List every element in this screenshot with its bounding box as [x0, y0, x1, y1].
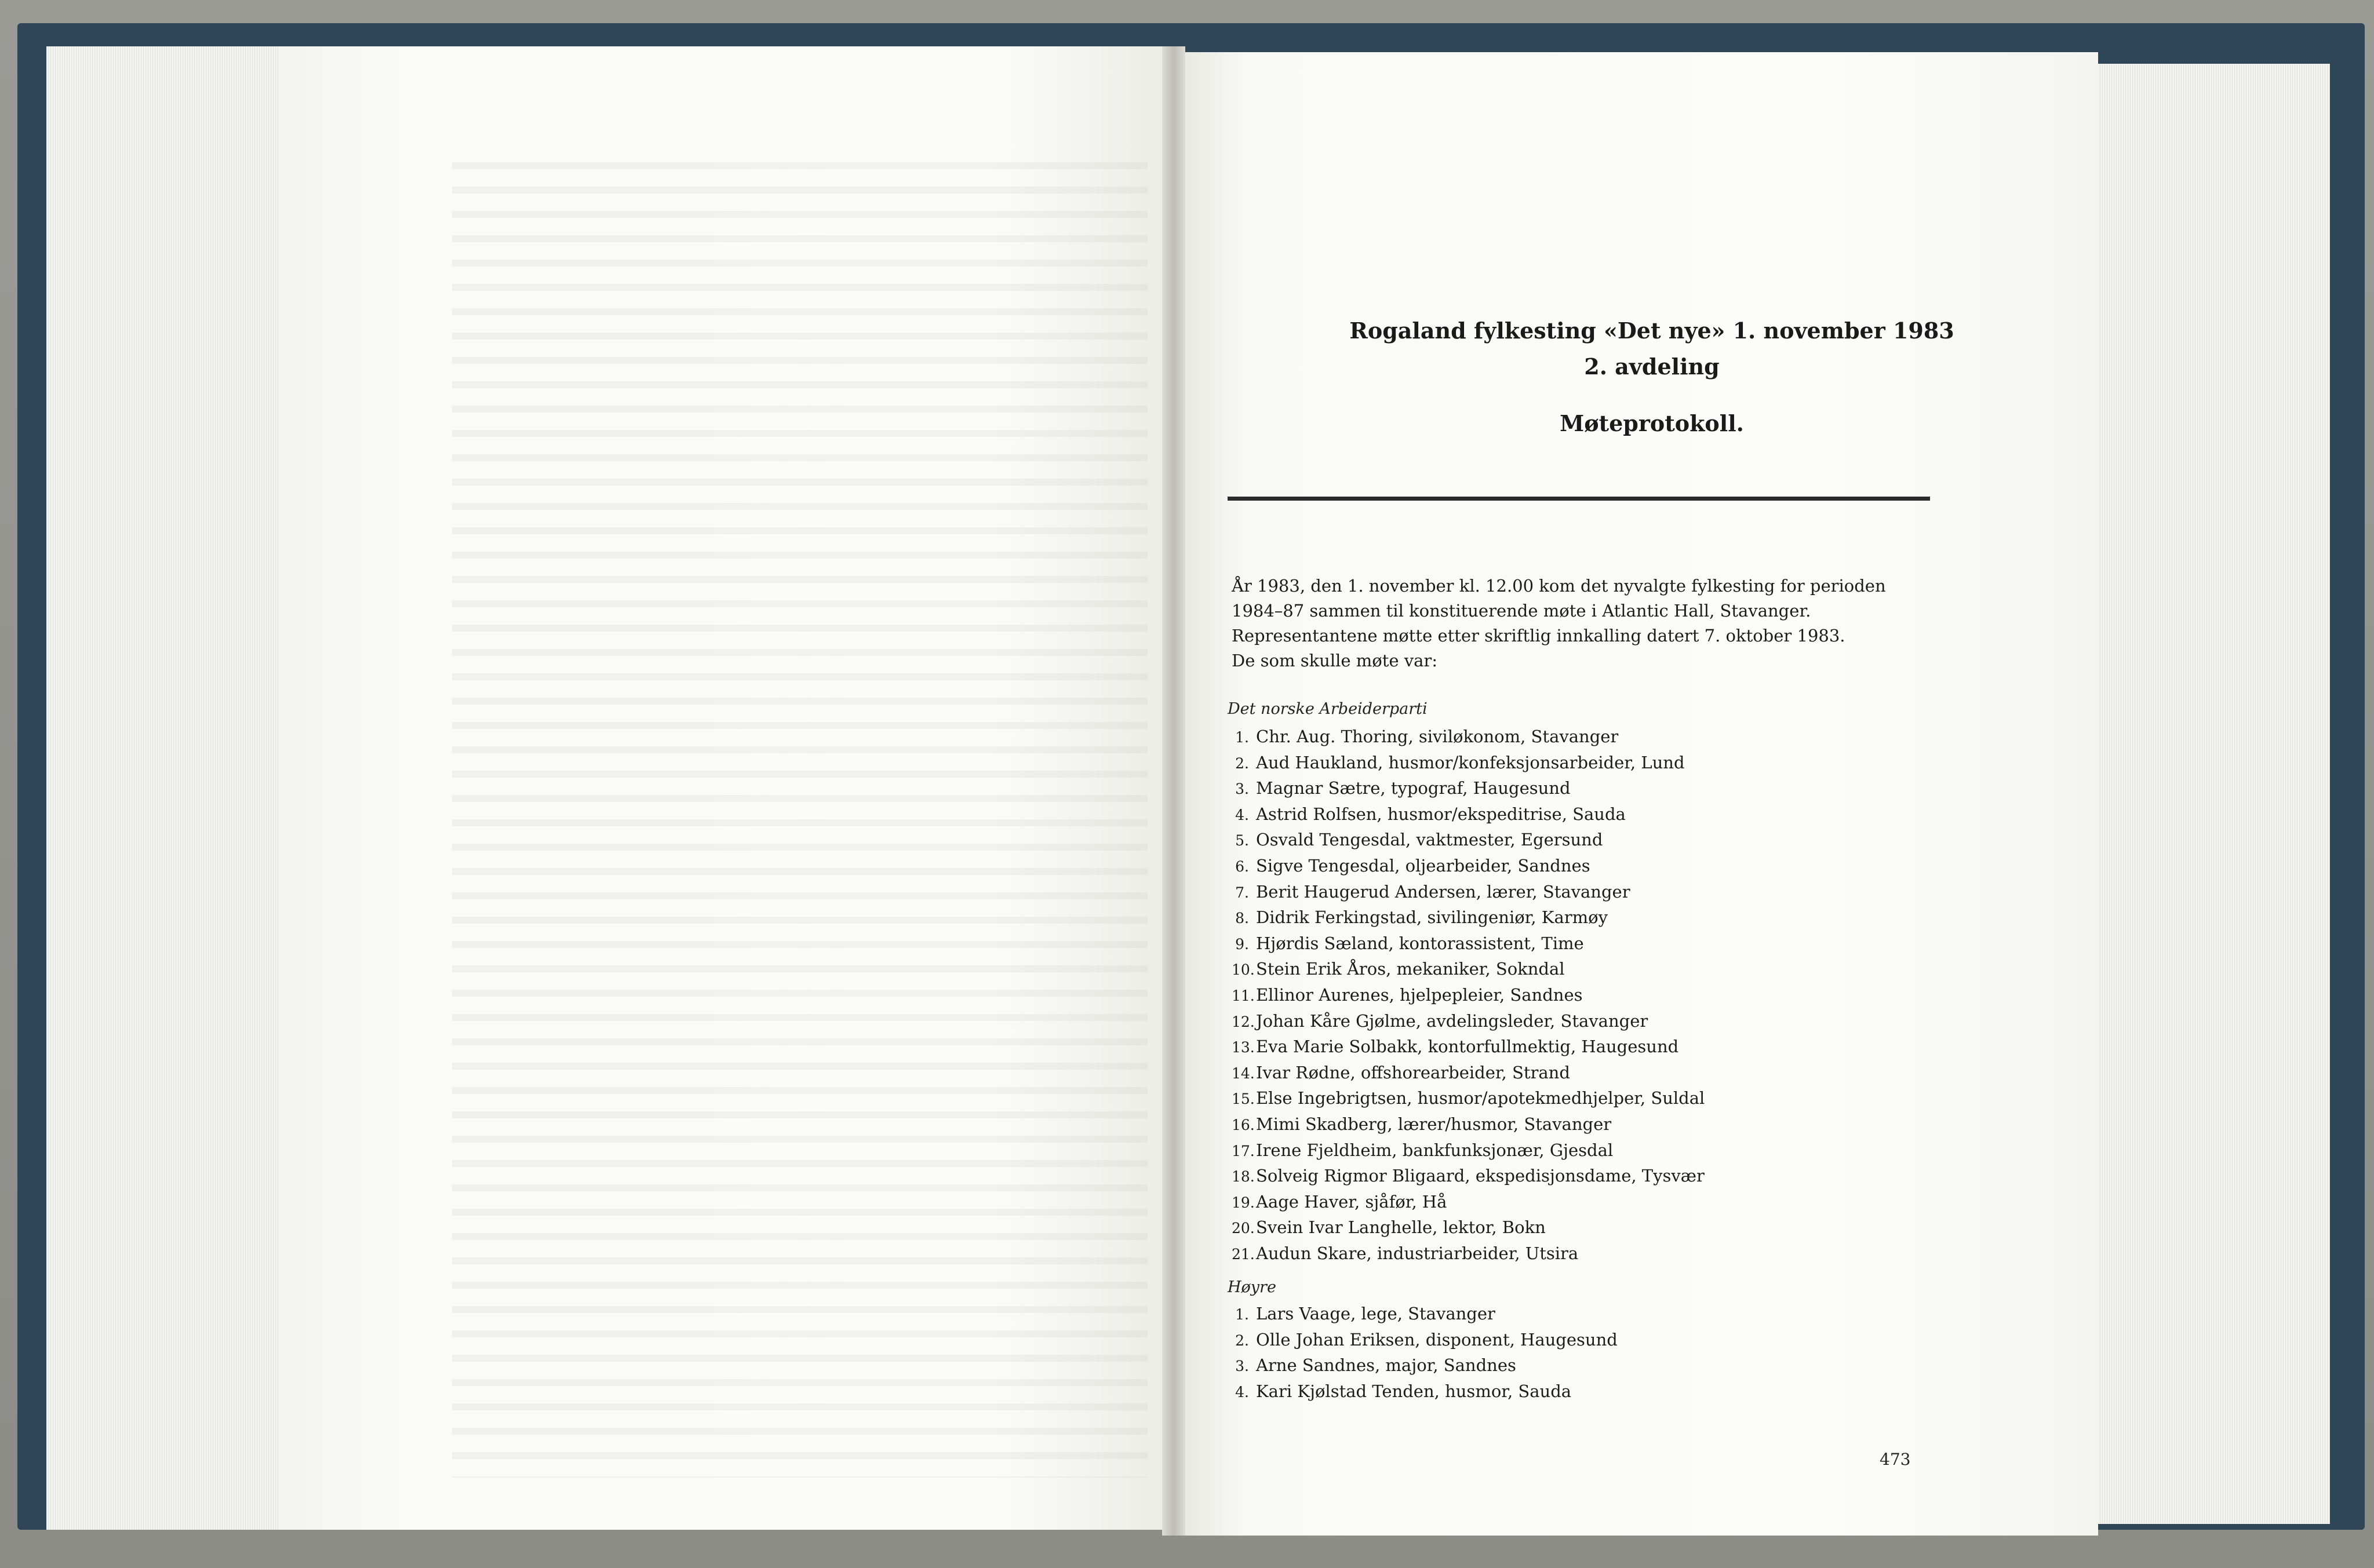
right-page-edges	[2063, 64, 2330, 1524]
member-number: 2.	[1235, 1332, 1249, 1349]
member-entry: Astrid Rolfsen, husmor/ekspeditrise, Sauda	[1256, 804, 1626, 824]
member-entry: Arne Sandnes, major, Sandnes	[1256, 1355, 1516, 1376]
member-entry: Ivar Rødne, offshorearbeider, Strand	[1256, 1062, 1570, 1082]
member-list-item	[1232, 1009, 1705, 1035]
member-list-item	[1232, 776, 1705, 802]
member-list-item	[1232, 1328, 1618, 1354]
member-list-item	[1232, 957, 1705, 983]
member-number: 17.	[1232, 1142, 1255, 1159]
member-entry: Svein Ivar Langhelle, lektor, Bokn	[1256, 1217, 1546, 1238]
member-number: 1.	[1235, 1306, 1249, 1323]
member-list-item	[1232, 724, 1705, 750]
member-list-item	[1232, 1060, 1705, 1086]
member-list-item	[1232, 1164, 1705, 1190]
member-number: 9.	[1235, 935, 1249, 953]
member-entry: Else Ingebrigtsen, husmor/apotekmedhjelper, Suldal	[1256, 1088, 1705, 1108]
member-number: 11.	[1232, 987, 1255, 1004]
member-number: 5.	[1235, 832, 1249, 849]
member-entry: Audun Skare, industriarbeider, Utsira	[1256, 1243, 1579, 1263]
member-entry: Johan Kåre Gjølme, avdelingsleder, Stavanger	[1256, 1011, 1648, 1031]
member-list-item	[1232, 1086, 1705, 1112]
member-entry: Chr. Aug. Thoring, siviløkonom, Stavanger	[1256, 727, 1619, 746]
member-number: 20.	[1232, 1220, 1255, 1237]
intro-line: 1984–87 sammen til konstituerende møte i Atlantic Hall, Stavanger.	[1232, 601, 1811, 621]
member-entry: Ellinor Aurenes, hjelpepleier, Sandnes	[1256, 984, 1583, 1005]
member-entry: Stein Erik Åros, mekaniker, Sokndal	[1256, 959, 1565, 979]
member-list-item	[1232, 1138, 1705, 1164]
member-entry: Osvald Tengesdal, vaktmester, Egersund	[1256, 830, 1603, 850]
member-entry: Eva Marie Solbakk, kontorfullmektig, Haugesund	[1256, 1037, 1679, 1057]
member-list-item	[1232, 750, 1705, 776]
member-list-item	[1232, 1190, 1705, 1216]
member-number: 14.	[1232, 1064, 1255, 1082]
member-entry: Hjørdis Sæland, kontorassistent, Time	[1256, 933, 1584, 953]
member-number: 1.	[1235, 729, 1249, 746]
intro-line: De som skulle møte var:	[1232, 651, 1438, 670]
member-list-item	[1232, 983, 1705, 1009]
member-number: 12.	[1232, 1013, 1255, 1030]
hoyre-member-list	[1232, 1301, 1618, 1405]
member-list-item	[1232, 827, 1705, 854]
member-number: 19.	[1232, 1194, 1255, 1211]
member-entry: Mimi Skadberg, lærer/husmor, Stavanger	[1256, 1114, 1612, 1134]
intro-line: År 1983, den 1. november kl. 12.00 kom det nyvalgte fylkesting for perioden	[1232, 576, 1886, 596]
member-entry: Olle Johan Eriksen, disponent, Haugesund	[1256, 1329, 1618, 1350]
member-number: 15.	[1232, 1091, 1255, 1108]
party-heading-arbeiderparti: Det norske Arbeiderparti	[1228, 700, 1428, 718]
member-list-item	[1232, 854, 1705, 880]
member-list-item	[1232, 1112, 1705, 1138]
member-entry: Aage Haver, sjåfør, Hå	[1256, 1191, 1447, 1212]
heading-rule	[1228, 497, 1930, 501]
left-page-edges	[46, 46, 290, 1530]
member-list-item	[1232, 1034, 1705, 1060]
member-entry: Kari Kjølstad Tenden, husmor, Sauda	[1256, 1381, 1572, 1401]
member-list-item	[1232, 1353, 1618, 1379]
member-list-item	[1232, 905, 1705, 931]
member-list-item	[1232, 880, 1705, 906]
member-list-item	[1232, 931, 1705, 957]
member-list-item	[1232, 1215, 1705, 1241]
member-number: 16.	[1232, 1116, 1255, 1133]
member-entry: Solveig Rigmor Bligaard, ekspedisjonsdame, Tysvær	[1256, 1166, 1705, 1186]
member-list-item	[1232, 1301, 1618, 1328]
left-page-show-through	[452, 145, 1148, 1478]
member-entry: Irene Fjeldheim, bankfunksjonær, Gjesdal	[1256, 1140, 1614, 1160]
document-title: Rogaland fylkesting «Det nye» 1. november 1983	[1349, 318, 1954, 344]
member-number: 4.	[1235, 1383, 1249, 1401]
member-entry: Aud Haukland, husmor/konfeksjonsarbeider, Lund	[1256, 752, 1685, 772]
member-entry: Sigve Tengesdal, oljearbeider, Sandnes	[1256, 855, 1590, 876]
page-number: 473	[1880, 1450, 1911, 1469]
member-list-item	[1232, 1379, 1618, 1405]
member-list-item	[1232, 802, 1705, 828]
member-number: 7.	[1235, 884, 1249, 901]
intro-line: Representantene møtte etter skriftlig innkalling datert 7. oktober 1983.	[1232, 626, 1845, 646]
member-number: 8.	[1235, 910, 1249, 927]
intro-paragraph	[1232, 574, 1939, 673]
member-number: 3.	[1235, 781, 1249, 798]
member-entry: Berit Haugerud Andersen, lærer, Stavanger	[1256, 881, 1630, 902]
member-number: 13.	[1232, 1039, 1255, 1056]
member-entry: Magnar Sætre, typograf, Haugesund	[1256, 778, 1571, 798]
member-number: 6.	[1235, 858, 1249, 875]
document-subtitle-moteprotokoll: Møteprotokoll.	[1560, 410, 1744, 436]
book-gutter	[1162, 46, 1185, 1536]
party-heading-hoyre: Høyre	[1228, 1278, 1276, 1296]
arbeiderparti-member-list	[1232, 724, 1705, 1267]
member-entry: Didrik Ferkingstad, sivilingeniør, Karmøy	[1256, 907, 1608, 928]
member-number: 10.	[1232, 961, 1255, 979]
member-number: 3.	[1235, 1358, 1249, 1375]
document-subtitle-avdeling: 2. avdeling	[1584, 353, 1720, 380]
member-number: 2.	[1235, 754, 1249, 772]
member-entry: Lars Vaage, lege, Stavanger	[1256, 1304, 1495, 1323]
member-number: 4.	[1235, 806, 1249, 823]
member-number: 21.	[1232, 1245, 1255, 1263]
member-number: 18.	[1232, 1168, 1255, 1186]
member-list-item	[1232, 1241, 1705, 1267]
